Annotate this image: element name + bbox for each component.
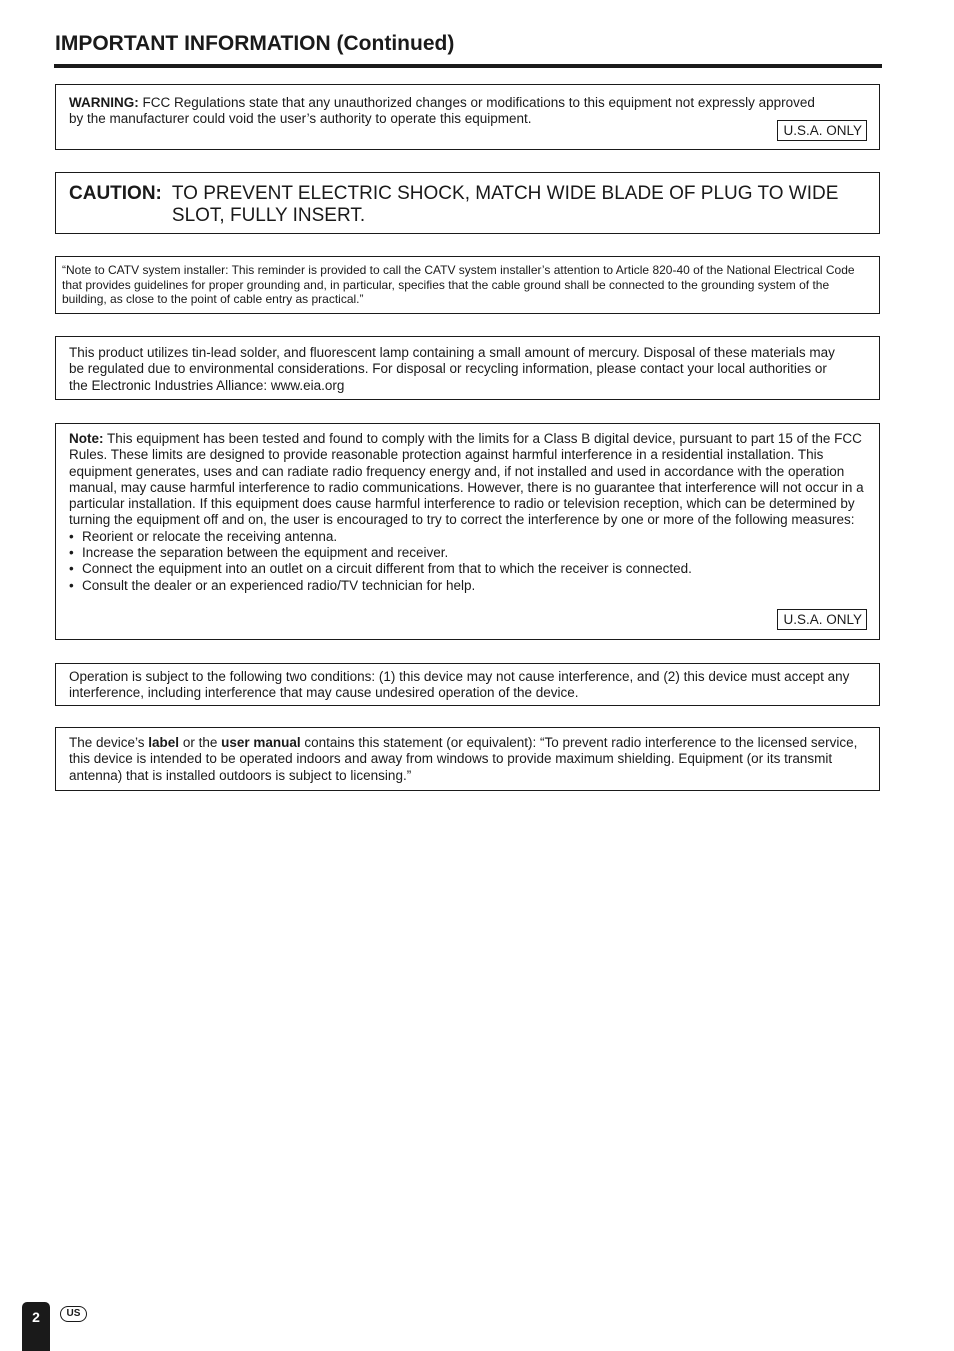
warning-body: FCC Regulations state that any unauthorized changes or modifications to this equipment not expressly approved by the manufacturer could void the user’s authority to operate this equipment. [69,95,815,127]
title-rule [54,64,882,68]
licensing-text-part: or the [179,735,222,750]
catv-note-box [55,256,880,314]
usa-only-badge: U.S.A. ONLY [777,609,867,630]
fcc-note-label: Note: [69,431,104,446]
disposal-box [55,336,880,400]
usa-only-badge: U.S.A. ONLY [777,120,867,141]
fcc-note-body: This equipment has been tested and found to comply with the limits for a Class B digital device, pursuant to part 15 of the FCC Rules. These limits are designed to provide reasonable protection against harmful interference in a residential installation. This equipment generates, uses and can radiate radio frequency energy and, if not installed and used in accordance with the operation manual, may cause harmful interference to radio communications. However, there is no guarantee that interference will not occur in a particular installation. If this equipment does cause harmful interference to radio or television reception, which can be determined by turning the equipment off and on, the user is encouraged to try to correct the interference by one or more of the following measures: [69,431,864,528]
page-number-tab [22,1302,50,1351]
conditions-box [55,663,880,706]
page-title: IMPORTANT INFORMATION (Continued) [55,32,455,55]
disposal-text: This product utilizes tin-lead solder, and fluorescent lamp containing a small amount of mercury. Disposal of these materials may be regulated due to environmental considerations. For disposal or recycling information, please contact your local authorities or the Electronic Industries Alliance: www.eia.org [69,345,835,393]
warning-label: WARNING: [69,95,139,110]
conditions-text: Operation is subject to the following two conditions: (1) this device may not cause interference, and (2) this device must accept any interference, including interference that may cause undesired operation of the device. [69,669,850,701]
interference-measures-list [69,529,867,594]
licensing-label-emphasis: label [148,735,180,750]
page-number: 2 [32,1309,40,1325]
caution-box [55,172,880,234]
licensing-box [55,727,880,791]
caution-label: CAUTION: [69,183,162,204]
warning-box [55,84,880,150]
fcc-note-box [55,423,880,640]
list-item: • Reorient or relocate the receiving antenna. [69,529,867,545]
list-item: • Consult the dealer or an experienced radio/TV technician for help. [69,578,867,594]
licensing-text-part: The device’s [69,735,149,750]
licensing-text-part: contains this statement (or equivalent): “To prevent radio interference to the licensed service, this device is intended to be operated indoors and away from windows to provide maximum shielding. Equipment (or its transmit antenna) that is installed outdoors is subject to licensing.” [69,735,858,783]
region-badge: US [60,1306,87,1322]
licensing-manual-emphasis: user manual [221,735,301,750]
caution-text: TO PREVENT ELECTRIC SHOCK, MATCH WIDE BLADE OF PLUG TO WIDE SLOT, FULLY INSERT. [171,183,839,226]
catv-note-text: “Note to CATV system installer: This reminder is provided to call the CATV system installer’s attention to Article 820-40 of the National Electrical Code that provides guidelines for proper grounding and, in particular, specifies that the cable ground shall be connected to the grounding system of the building, as close to the point of cable entry as practical.” [62,263,855,306]
warning-text [69,95,819,128]
licensing-text [69,735,859,784]
list-item: • Increase the separation between the equipment and receiver. [69,545,867,561]
fcc-note-text [69,431,867,529]
list-item: • Connect the equipment into an outlet on a circuit different from that to which the receiver is connected. [69,561,867,577]
